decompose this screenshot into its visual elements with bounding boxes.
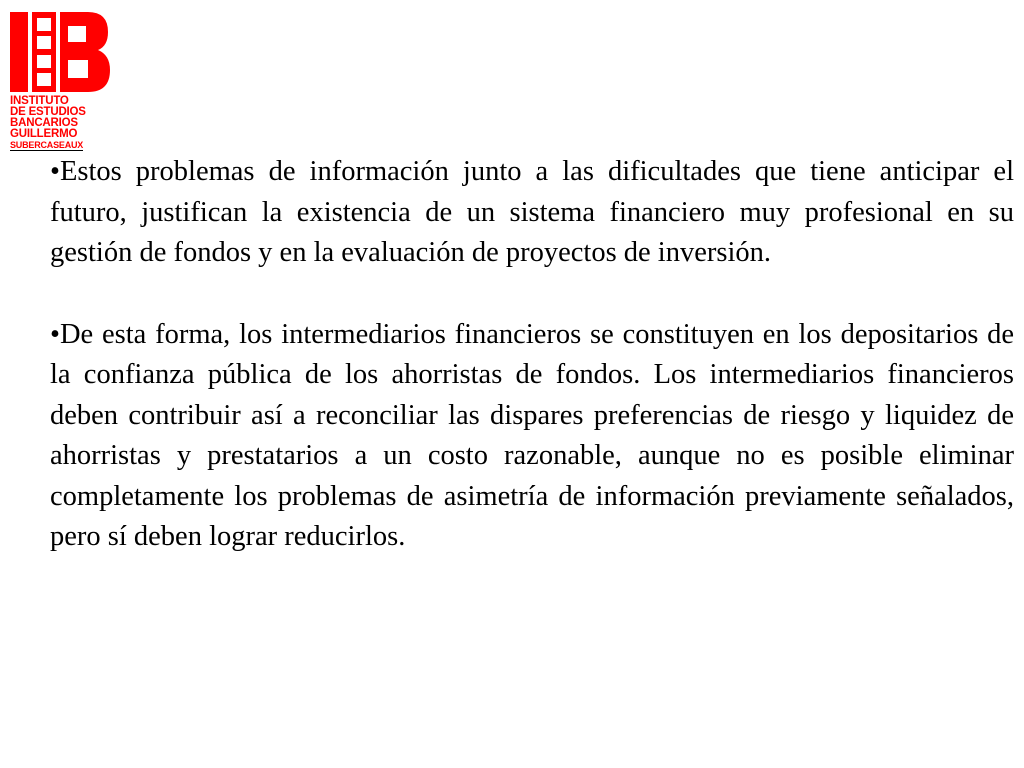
logo-line: DE ESTUDIOS xyxy=(10,106,86,118)
logo-line: SUBERCASEAUX xyxy=(10,140,84,150)
slide-body xyxy=(50,152,1014,558)
logo-line: BANCARIOS xyxy=(10,117,78,129)
institute-logo xyxy=(10,12,114,151)
logo-caption xyxy=(10,96,114,151)
logo-line: GUILLERMO xyxy=(10,128,78,140)
bullet-paragraph-1: •Estos problemas de información junto a las dificultades que tiene anticipar el futuro, justifican la existencia de un sistema financiero muy profesional en su gestión de fondos y en la evaluación de proyectos de inversión. xyxy=(50,156,1014,268)
iebgs-logo-mark-icon xyxy=(10,12,110,92)
logo-line: INSTITUTO xyxy=(10,95,69,107)
bullet-paragraph-2: •De esta forma, los intermediarios financieros se constituyen en los depositarios de la confianza pública de los ahorristas de fondos. Los intermediarios financieros deben contribuir así a reconciliar las dispares preferencias de riesgo y liquidez de ahorristas y prestatarios a un costo razonable, aunque no es posible eliminar completamente los problemas de asimetría de información previamente señalados, pero sí deben lograr reducirlos. xyxy=(50,318,1014,552)
